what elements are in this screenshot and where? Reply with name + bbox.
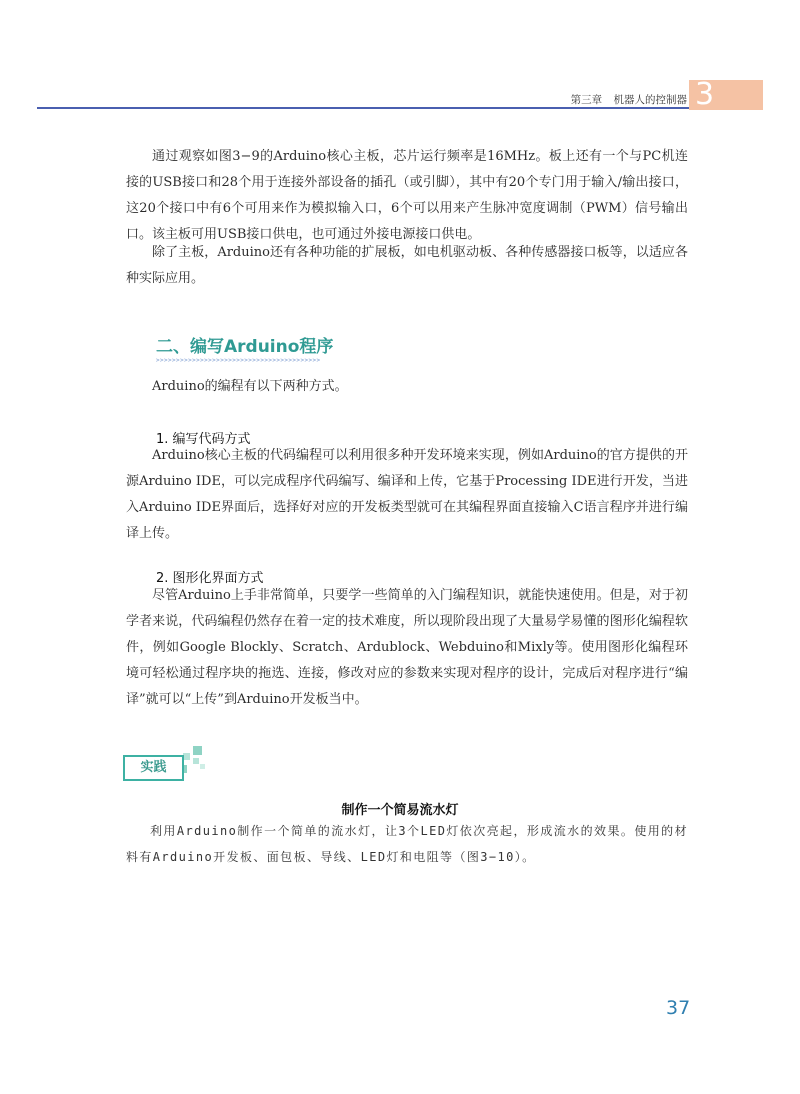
practice-paragraph: 利用Arduino制作一个简单的流水灯，让3个LED灯依次亮起，形成流水的效果。使用的材料有Arduino开发板、面包板、导线、LED灯和电阻等（图3−10）。 [126,824,688,864]
practice-label: 实践 [123,755,184,781]
intro-paragraph-2: 除了主板，Arduino还有各种功能的扩展板，如电机驱动板、各种传感器接口板等，以适应各种实际应用。 [126,245,688,286]
running-header [563,92,687,107]
page-number: 37 [666,997,691,1019]
section-lead: Arduino的编程有以下两种方式。 [152,379,348,394]
practice-title: 制作一个简易流水灯 [341,803,459,818]
decor-square [193,758,199,764]
decor-square [200,764,205,769]
subheading-graphical: 2. 图形化界面方式 [156,571,264,586]
intro-paragraph-1: 通过观察如图3−9的Arduino核心主板，芯片运行频率是16MHz。板上还有一个与PC机连接的USB接口和28个用于连接外部设备的插孔（或引脚），其中有20个专门用于输入/输出接口，这20个接口中有6个可用来作为模拟输入口，6个可以用来产生脉冲宽度调制（PWM）信号输出口。该主板可用USB接口供电，也可通过外接电源接口供电。 [126,149,688,242]
paragraph-code: Arduino核心主板的代码编程可以利用很多种开发环境来实现，例如Arduino的官方提供的开源Arduino IDE，可以完成程序代码编写、编译和上传，它基于Processing IDE进行开发，当进入Arduino IDE界面后，选择好对应的开发板类型就可在其编程界面直接输入C语言程序并进行编译上传。 [126,448,688,541]
subheading-code: 1. 编写代码方式 [156,432,251,447]
heading-decoration: >>>>>>>>>>>>>>>>>>>>>>>>>>>>>>>>>>>>>>>>> [156,357,321,364]
chapter-tab [689,77,763,112]
decor-square [193,746,202,755]
header-rule [37,107,689,109]
paragraph-graphical: 尽管Arduino上手非常简单，只要学一些简单的入门编程知识，就能快速使用。但是，对于初学者来说，代码编程仍然存在着一定的技术难度，所以现阶段出现了大量易学易懂的图形化编程软件，例如Google Blockly、Scratch、Ardublock、Webduino和Mixly等。使用图形化编程环境可轻松通过程序块的拖选、连接，修改对应的参数来实现对程序的设计，完成后对程序进行“编译”就可以“上传”到Arduino开发板当中。 [126,588,688,707]
header-title: 机器人的控制器 [613,94,687,106]
chapter-number: 3 [695,77,715,112]
decor-square [183,753,190,760]
section-heading: 二、编写Arduino程序 [156,337,334,357]
header-chapter: 第三章 [570,94,603,106]
